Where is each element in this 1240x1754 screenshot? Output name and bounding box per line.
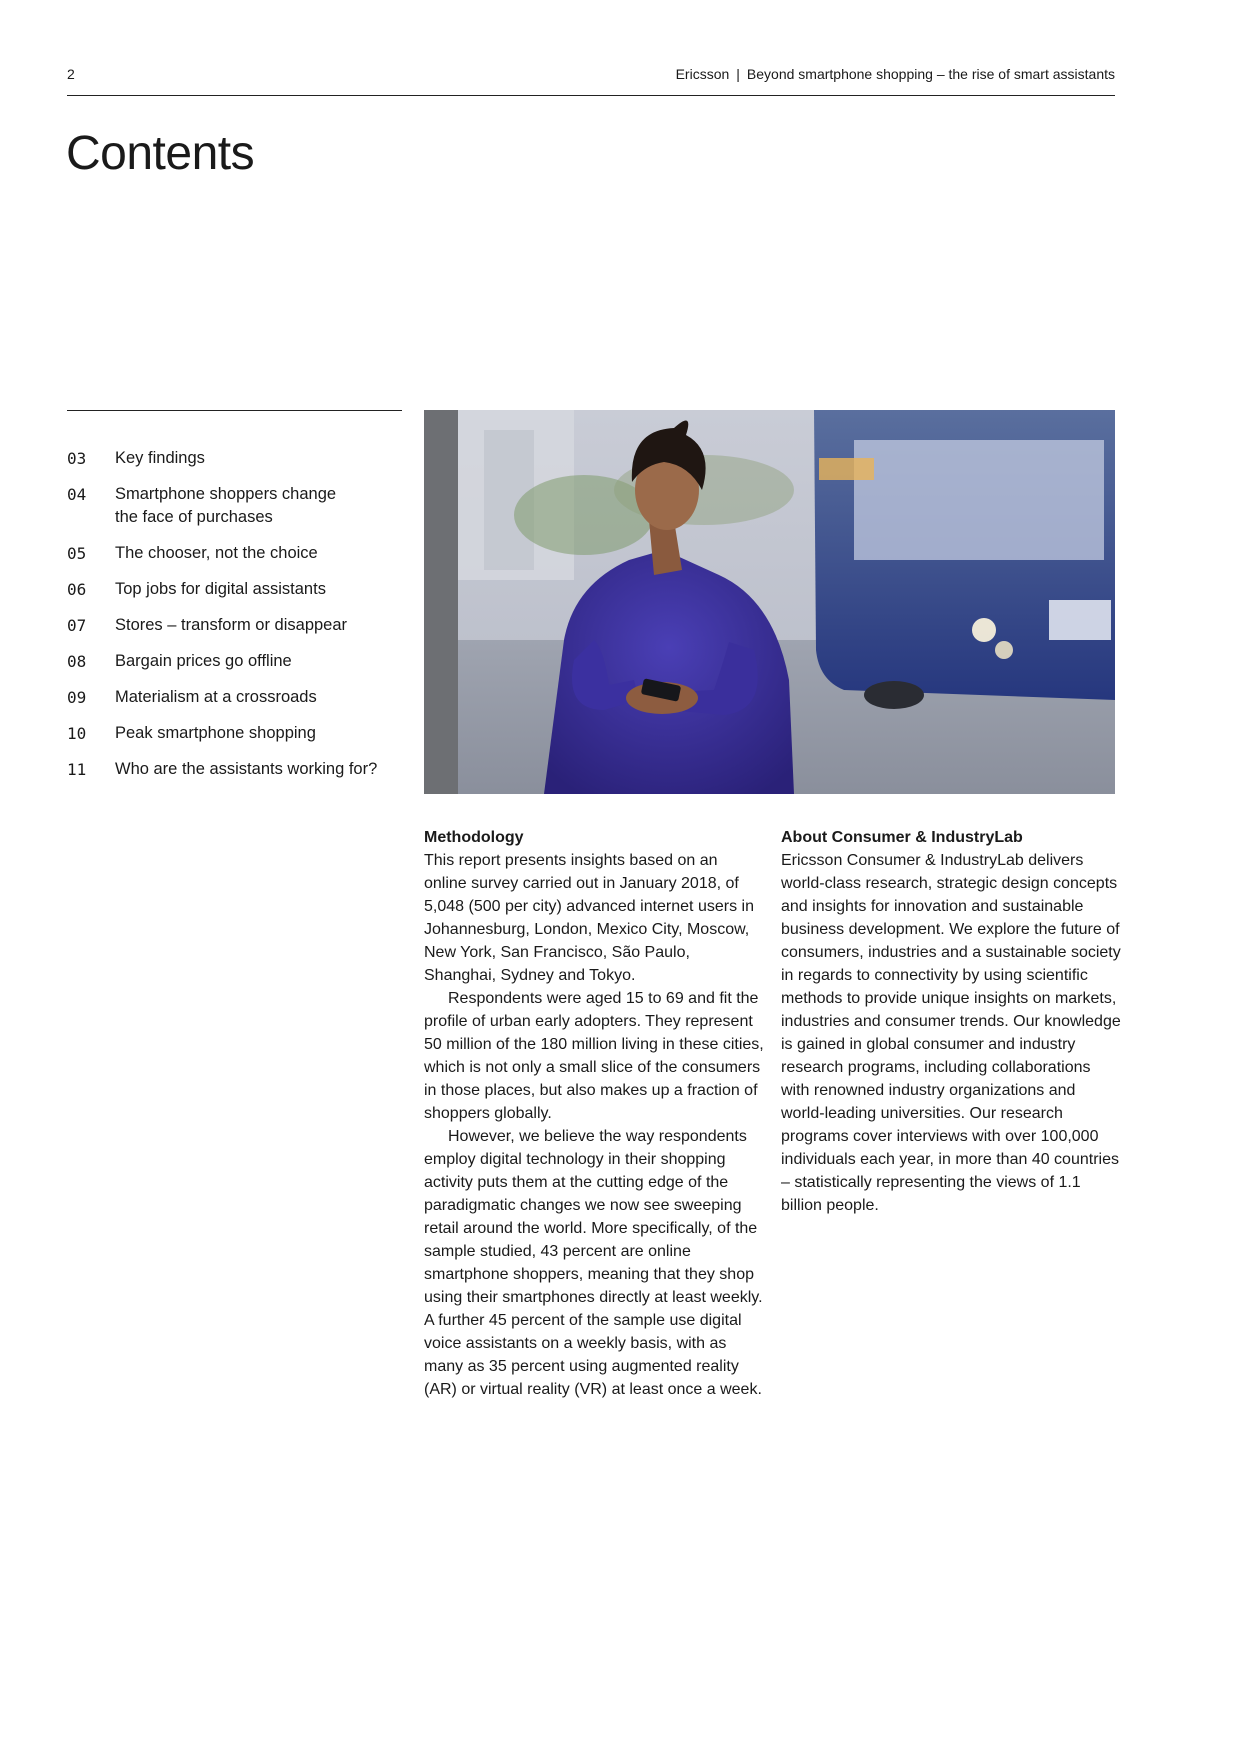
page-header <box>67 66 1115 96</box>
toc-label: Stores – transform or disappear <box>115 616 348 634</box>
about-paragraph: Ericsson Consumer & IndustryLab delivers world-class research, strategic design concepts and insights for innovation and sustainable business development. We explore the future of consumers, industries and a sustainable society in regards to connectivity by using scientific methods to provide unique insights on markets, industries and consumer trends. Our knowledge is gained in global consumer and industry research programs, including collaborations with renowned industry organizations and world-leading universities. Our research programs cover interviews with over 100,000 individuals each year, in more than 40 countries – statistically representing the views of 1.1 billion people. <box>781 852 1121 1214</box>
bus <box>814 410 1115 709</box>
toc-page-number: 10 <box>67 724 87 743</box>
brand-name: Ericsson <box>675 66 730 82</box>
about-heading: About Consumer & IndustryLab <box>781 829 1023 846</box>
woman-with-phone-illustration <box>424 410 1115 794</box>
page-number: 2 <box>67 66 75 82</box>
tree-trunk <box>424 410 458 794</box>
toc-item-smartphone-shoppers[interactable] <box>67 483 402 529</box>
report-title: Beyond smartphone shopping – the rise of smart assistants <box>746 66 1115 82</box>
toc-page-number: 11 <box>67 760 87 779</box>
toc-page-number: 07 <box>67 616 87 635</box>
methodology-section <box>424 826 764 1401</box>
toc-page-number: 03 <box>67 449 87 468</box>
toc-label: Materialism at a crossroads <box>115 688 317 706</box>
bus-window <box>854 440 1104 560</box>
toc-item-peak-smartphone[interactable] <box>67 722 402 745</box>
bus-wheel <box>864 681 924 709</box>
toc-page-number: 08 <box>67 652 87 671</box>
toc-page-number: 05 <box>67 544 87 563</box>
toc-item-bargain-prices[interactable] <box>67 650 402 673</box>
bus-logo <box>1049 600 1111 640</box>
bus-sign <box>819 458 874 480</box>
toc-page-number: 06 <box>67 580 87 599</box>
methodology-paragraph: Respondents were aged 15 to 69 and fit the profile of urban early adopters. They represent 50 million of the 180 million living in these cities, which is not only a small slice of the consumers in those places, but also makes up a fraction of shoppers globally. <box>424 990 764 1122</box>
toc-item-stores[interactable] <box>67 614 402 637</box>
running-title <box>676 66 1115 82</box>
toc-label: Key findings <box>115 449 205 467</box>
methodology-paragraph: This report presents insights based on an online survey carried out in January 2018, of 5,048 (500 per city) advanced internet users in Johannesburg, London, Mexico City, Moscow, New York, San Francisco, São Paulo, Shanghai, Sydney and Tokyo. <box>424 852 754 984</box>
toc-page-number: 09 <box>67 688 87 707</box>
toc-label: Top jobs for digital assistants <box>115 580 326 598</box>
bus-headlight-2 <box>995 641 1013 659</box>
toc-label: Bargain prices go offline <box>115 652 292 670</box>
toc-label: Smartphone shoppers change the face of purchases <box>115 485 337 526</box>
about-section <box>781 826 1121 1217</box>
table-of-contents <box>67 410 402 794</box>
toc-page-number: 04 <box>67 485 87 504</box>
methodology-heading: Methodology <box>424 829 524 846</box>
toc-item-chooser[interactable] <box>67 542 402 565</box>
title-separator: | <box>736 66 740 82</box>
page-title: Contents <box>66 127 255 180</box>
toc-label: Peak smartphone shopping <box>115 724 316 742</box>
toc-item-materialism[interactable] <box>67 686 402 709</box>
bus-headlight <box>972 618 996 642</box>
toc-item-key-findings[interactable] <box>67 447 402 470</box>
toc-item-assistants[interactable] <box>67 758 402 781</box>
toc-label: The chooser, not the choice <box>115 544 318 562</box>
toc-label: Who are the assistants working for? <box>115 760 378 778</box>
methodology-paragraph: However, we believe the way respondents employ digital technology in their shopping activity puts them at the cutting edge of the paradigmatic changes we now see sweeping retail around the world. More specifically, of the sample studied, 43 percent are online smartphone shoppers, meaning that they shop using their smartphones directly at least weekly. A further 45 percent of the sample use digital voice assistants on a weekly basis, with as many as 35 percent using augmented reality (AR) or virtual reality (VR) at least once a week. <box>424 1128 763 1398</box>
toc-item-top-jobs[interactable] <box>67 578 402 601</box>
hero-photo <box>424 410 1115 794</box>
